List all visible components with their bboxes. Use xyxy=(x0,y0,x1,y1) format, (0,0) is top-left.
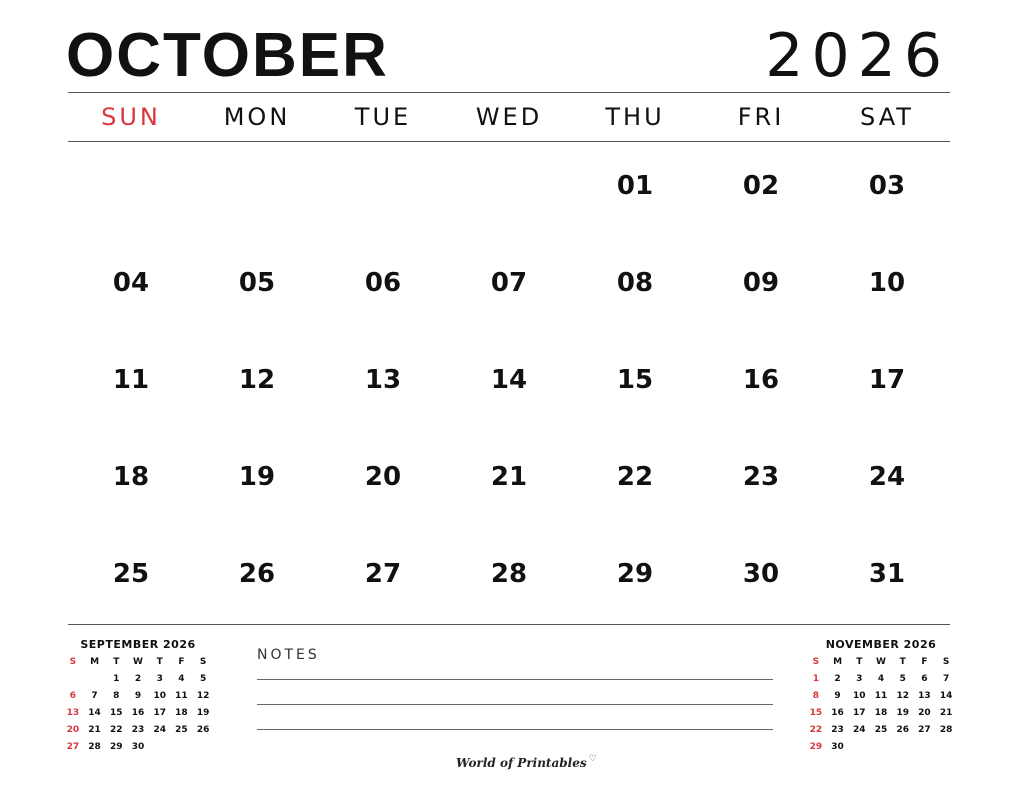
mini-empty-cell xyxy=(149,741,171,754)
day-cell: 19 xyxy=(238,461,276,492)
weekday-label: SAT xyxy=(860,103,914,131)
mini-weekday-label: F xyxy=(921,657,928,667)
empty-day-cell xyxy=(68,142,194,239)
mini-empty-cell xyxy=(84,673,106,686)
weekday-label: SUN xyxy=(101,103,161,131)
mini-empty-cell xyxy=(935,741,957,754)
mini-day-cell: 17 xyxy=(153,708,166,718)
mini-day-cell: 2 xyxy=(834,674,841,684)
day-cell: 25 xyxy=(112,558,150,589)
mini-day-cell: 12 xyxy=(196,691,210,701)
mini-day-cell: 5 xyxy=(200,674,207,684)
mini-calendar-title: NOVEMBER 2026 xyxy=(825,638,937,651)
brand-name: World of Printables xyxy=(456,756,587,770)
mini-day-cell: 24 xyxy=(153,725,166,735)
mini-day-cell: 23 xyxy=(831,725,844,735)
mini-day-cell: 28 xyxy=(88,742,101,752)
mini-calendar-grid xyxy=(805,656,957,754)
day-cell: 26 xyxy=(238,558,276,589)
grid-bottom-divider xyxy=(68,624,950,625)
mini-weekday-label: M xyxy=(90,657,100,667)
day-cell: 10 xyxy=(868,267,906,298)
mini-weekday-label: F xyxy=(178,657,185,667)
mini-day-cell: 25 xyxy=(874,725,888,735)
empty-day-cell xyxy=(320,142,446,239)
mini-day-cell: 15 xyxy=(809,708,823,718)
mini-calendar-grid xyxy=(62,656,214,754)
day-cell: 23 xyxy=(742,461,780,492)
day-cell: 20 xyxy=(364,461,402,492)
heart-icon: ♡ xyxy=(588,754,597,764)
mini-weekday-label: T xyxy=(856,657,863,667)
weekday-label: MON xyxy=(223,103,291,131)
mini-weekday-label: S xyxy=(812,657,820,667)
weekday-label: FRI xyxy=(737,103,785,131)
day-cell: 28 xyxy=(490,558,528,589)
mini-day-cell: 8 xyxy=(113,691,120,701)
mini-day-cell: 21 xyxy=(88,725,101,735)
mini-day-cell: 7 xyxy=(943,674,950,684)
mini-day-cell: 2 xyxy=(134,674,142,684)
day-cell: 11 xyxy=(112,364,150,395)
day-cell: 15 xyxy=(616,364,654,395)
mini-day-cell: 13 xyxy=(918,691,931,701)
mini-empty-cell xyxy=(171,741,193,754)
mini-day-cell: 1 xyxy=(113,674,120,684)
mini-calendar-november xyxy=(805,638,957,754)
weekday-label: WED xyxy=(475,103,543,131)
day-cell: 13 xyxy=(364,364,402,395)
mini-empty-cell xyxy=(892,741,914,754)
day-cell: 07 xyxy=(490,267,528,298)
day-cell: 16 xyxy=(742,364,780,395)
day-cell: 04 xyxy=(112,267,150,298)
mini-day-cell: 18 xyxy=(175,708,188,718)
mini-day-cell: 21 xyxy=(939,708,953,718)
mini-day-cell: 4 xyxy=(178,674,185,684)
day-cell: 21 xyxy=(490,461,528,492)
notes-label: NOTES xyxy=(257,647,320,663)
day-cell: 17 xyxy=(868,364,906,395)
mini-day-cell: 1 xyxy=(812,674,819,684)
mini-day-cell: 11 xyxy=(175,691,188,701)
mini-empty-cell xyxy=(192,741,214,754)
mini-day-cell: 29 xyxy=(809,742,823,752)
notes-section xyxy=(257,647,773,663)
weekday-label: TUE xyxy=(354,103,412,131)
mini-day-cell: 24 xyxy=(853,725,866,735)
mini-weekday-label: S xyxy=(199,657,207,667)
notes-line xyxy=(257,679,773,680)
mini-day-cell: 28 xyxy=(939,725,953,735)
mini-day-cell: 6 xyxy=(69,691,76,701)
mini-weekday-label: S xyxy=(69,657,77,667)
mini-day-cell: 9 xyxy=(834,691,841,701)
mini-day-cell: 16 xyxy=(131,708,145,718)
mini-day-cell: 22 xyxy=(110,725,123,735)
mini-weekday-label: M xyxy=(833,657,843,667)
mini-weekday-label: T xyxy=(113,657,120,667)
mini-day-cell: 19 xyxy=(896,708,909,718)
mini-day-cell: 14 xyxy=(939,691,953,701)
day-cell: 14 xyxy=(490,364,528,395)
mini-day-cell: 26 xyxy=(196,725,210,735)
mini-day-cell: 13 xyxy=(66,708,80,718)
empty-day-cell xyxy=(194,142,320,239)
mini-day-cell: 20 xyxy=(918,708,931,718)
mini-day-cell: 19 xyxy=(196,708,210,718)
day-cell: 01 xyxy=(616,170,654,201)
mini-empty-cell xyxy=(870,741,892,754)
mini-day-cell: 6 xyxy=(921,674,928,684)
day-cell: 12 xyxy=(238,364,276,395)
mini-day-cell: 18 xyxy=(874,708,888,718)
mini-empty-cell xyxy=(848,741,870,754)
mini-day-cell: 3 xyxy=(856,674,863,684)
mini-day-cell: 17 xyxy=(853,708,866,718)
year-title: 2026 xyxy=(765,21,950,91)
day-cell: 08 xyxy=(616,267,654,298)
mini-day-cell: 4 xyxy=(877,674,885,684)
mini-day-cell: 27 xyxy=(66,742,80,752)
mini-calendar-title: SEPTEMBER 2026 xyxy=(80,638,196,651)
notes-line xyxy=(257,704,773,705)
mini-day-cell: 26 xyxy=(896,725,909,735)
day-cell: 05 xyxy=(238,267,276,298)
mini-day-cell: 29 xyxy=(110,742,123,752)
mini-day-cell: 8 xyxy=(812,691,819,701)
mini-day-cell: 15 xyxy=(110,708,123,718)
day-cell: 27 xyxy=(364,558,402,589)
mini-weekday-label: T xyxy=(156,657,163,667)
notes-line xyxy=(257,729,773,730)
empty-day-cell xyxy=(446,142,572,239)
mini-day-cell: 7 xyxy=(91,691,98,701)
mini-weekday-label: W xyxy=(876,657,886,667)
day-cell: 30 xyxy=(742,558,780,589)
day-cell: 03 xyxy=(868,170,906,201)
day-cell: 31 xyxy=(868,558,906,589)
mini-day-cell: 30 xyxy=(831,742,844,752)
day-cell: 29 xyxy=(616,558,654,589)
mini-day-cell: 10 xyxy=(153,691,166,701)
mini-day-cell: 30 xyxy=(131,742,145,752)
mini-weekday-label: W xyxy=(133,657,143,667)
month-title: OCTOBER xyxy=(66,21,389,90)
mini-weekday-label: S xyxy=(942,657,950,667)
month-day-grid xyxy=(68,142,950,627)
mini-calendar-september xyxy=(62,638,214,754)
day-cell: 09 xyxy=(742,267,780,298)
mini-day-cell: 16 xyxy=(831,708,844,718)
mini-day-cell: 27 xyxy=(918,725,931,735)
mini-day-cell: 10 xyxy=(853,691,866,701)
mini-day-cell: 12 xyxy=(896,691,909,701)
mini-empty-cell xyxy=(914,741,936,754)
mini-day-cell: 22 xyxy=(809,725,823,735)
weekday-header-row xyxy=(68,93,950,141)
mini-day-cell: 5 xyxy=(899,674,906,684)
mini-weekday-label: T xyxy=(899,657,906,667)
mini-day-cell: 3 xyxy=(156,674,163,684)
day-cell: 02 xyxy=(742,170,780,201)
weekday-label: THU xyxy=(605,103,665,131)
mini-day-cell: 25 xyxy=(175,725,188,735)
mini-day-cell: 11 xyxy=(874,691,888,701)
mini-day-cell: 20 xyxy=(66,725,80,735)
mini-day-cell: 23 xyxy=(131,725,145,735)
brand-logo xyxy=(456,756,597,770)
mini-empty-cell xyxy=(62,673,84,686)
day-cell: 22 xyxy=(616,461,654,492)
mini-day-cell: 14 xyxy=(88,708,101,718)
day-cell: 24 xyxy=(868,461,906,492)
day-cell: 18 xyxy=(112,461,150,492)
day-cell: 06 xyxy=(364,267,402,298)
mini-day-cell: 9 xyxy=(134,691,142,701)
